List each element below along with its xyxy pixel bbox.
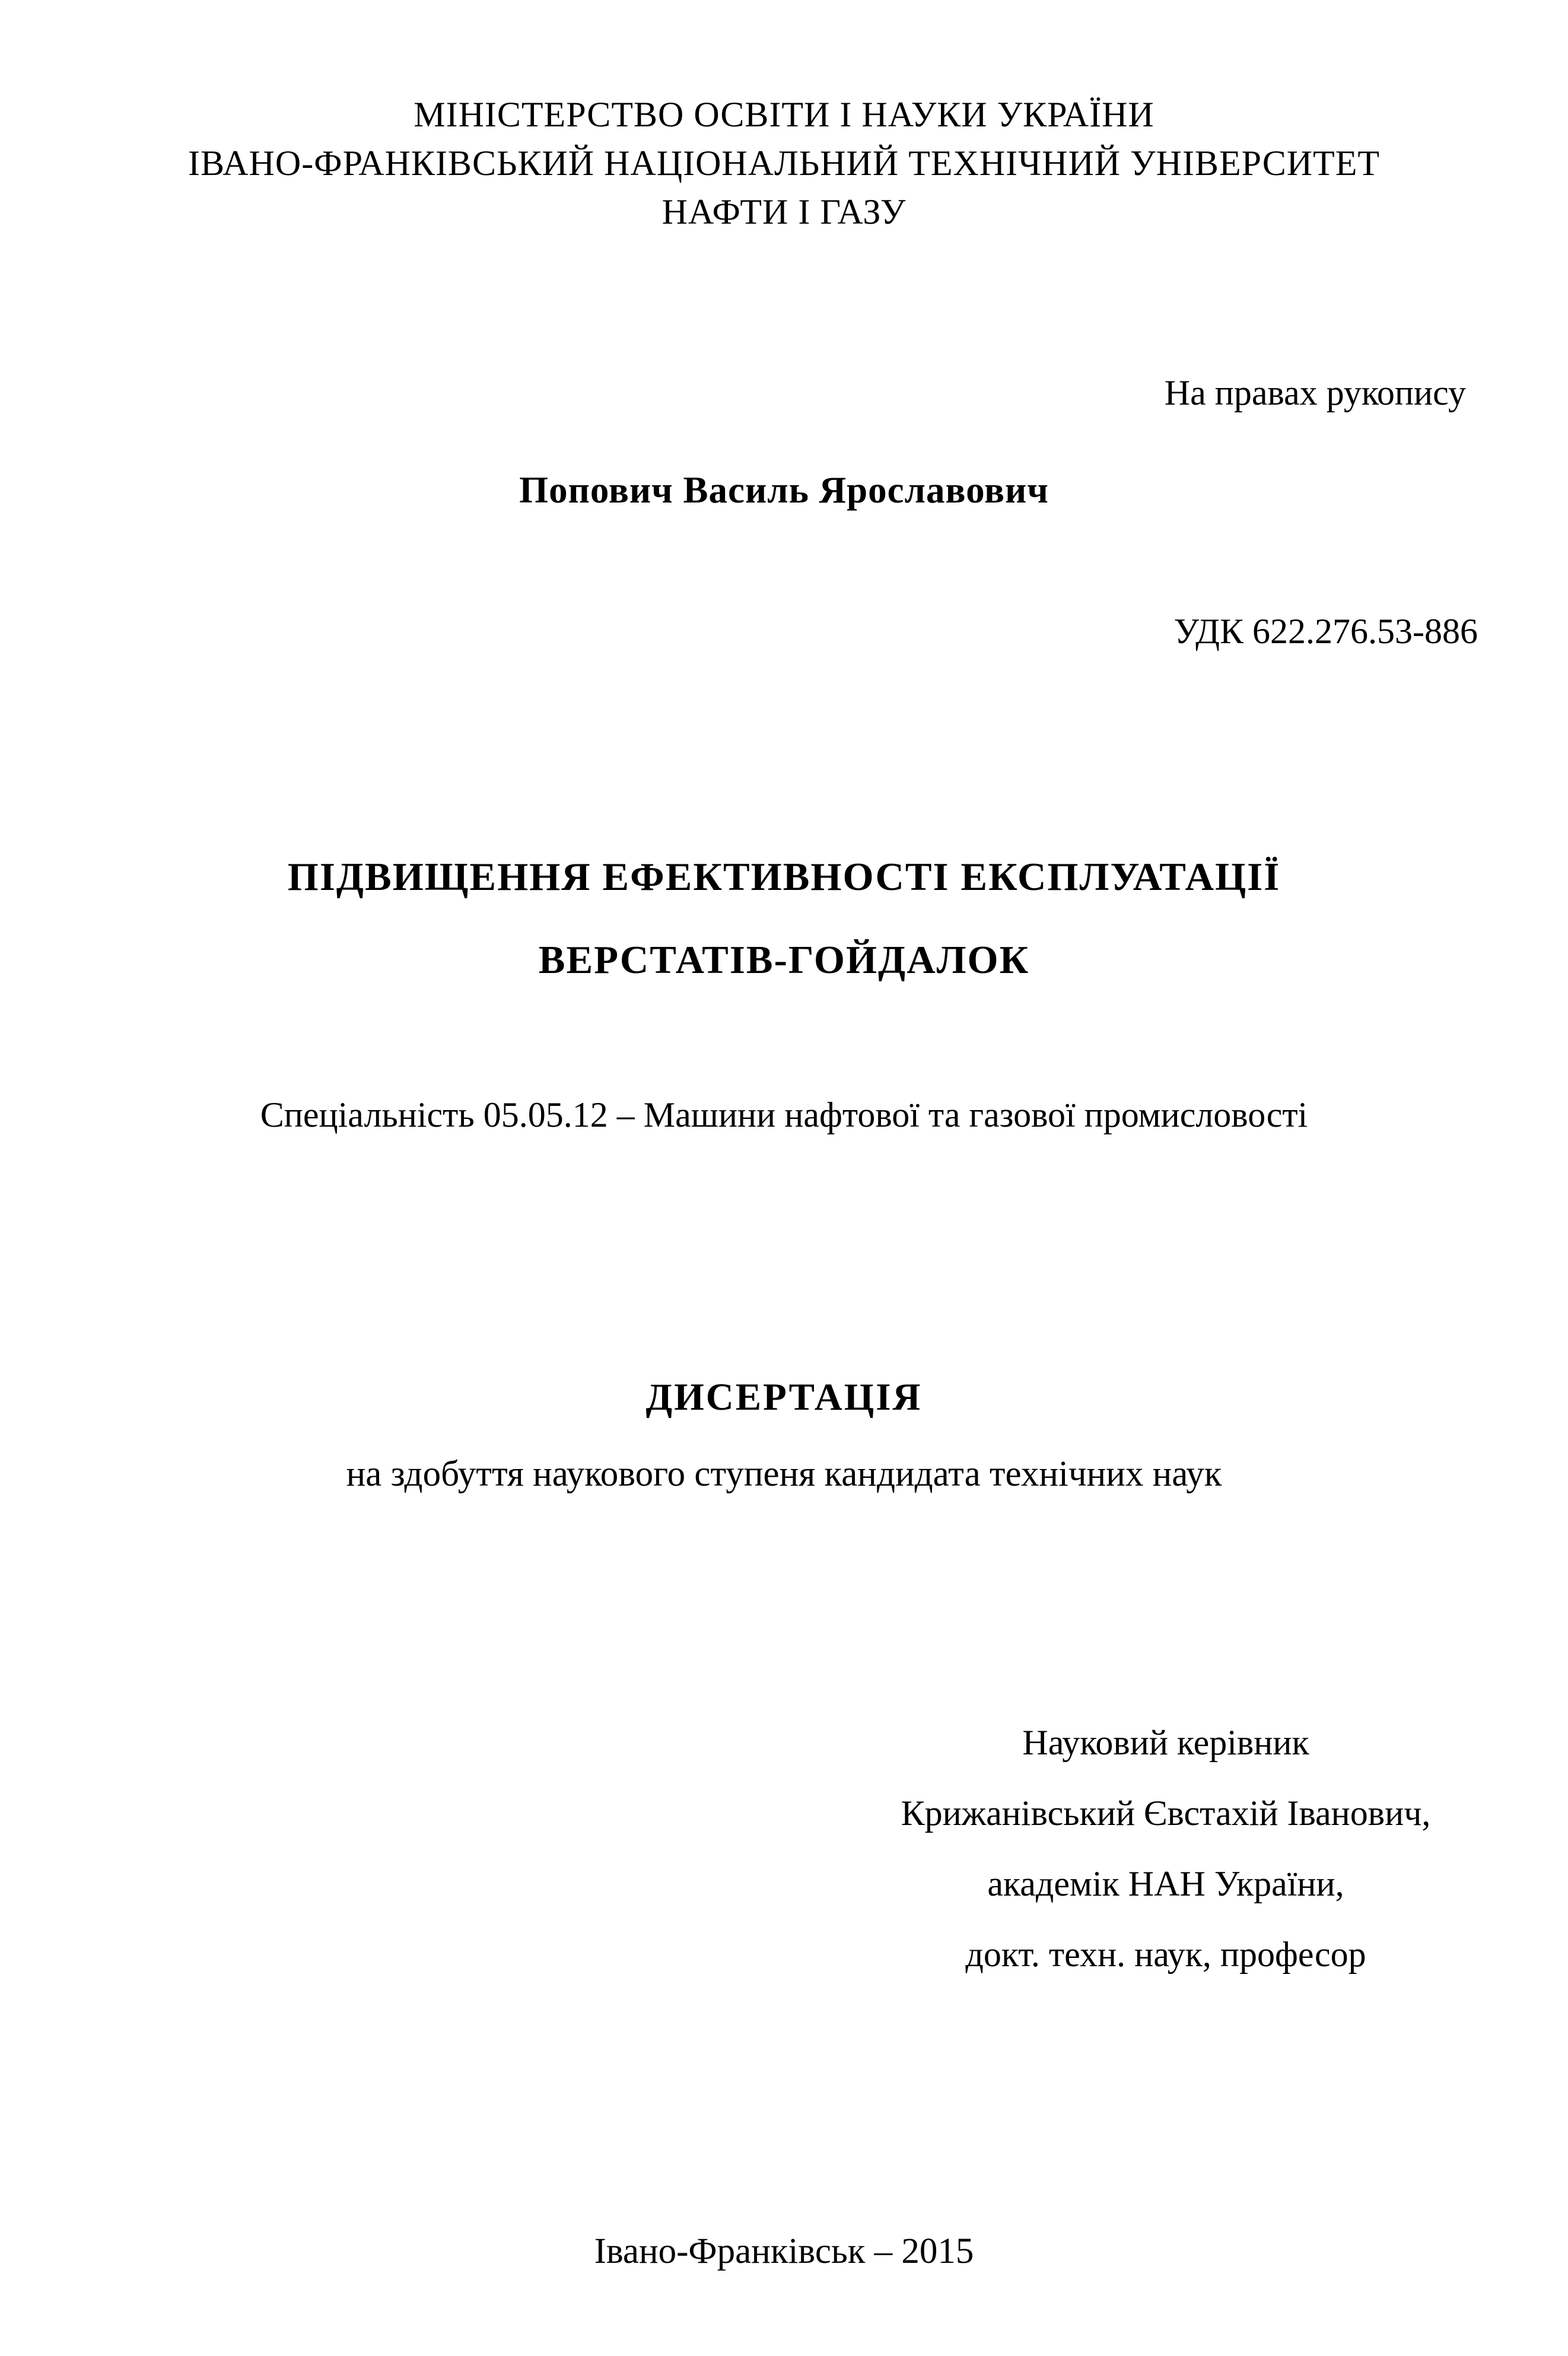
ministry-line: МІНІСТЕРСТВО ОСВІТИ І НАУКИ УКРАЇНИ xyxy=(414,95,1154,134)
ministry-header xyxy=(0,90,1568,236)
advisor-degree: докт. техн. наук, професор xyxy=(965,1935,1366,1974)
specialty-line: Спеціальність 05.05.12 – Машини нафтової та газової промисловості xyxy=(260,1095,1308,1134)
title-line-2: ВЕРСТАТІВ-ГОЙДАЛОК xyxy=(538,938,1030,982)
city-year: Івано-Франківськ – 2015 xyxy=(594,2231,974,2271)
advisor-rank: академік НАН України, xyxy=(987,1864,1344,1903)
advisor-label: Науковий керівник xyxy=(1022,1723,1309,1762)
udk-code: УДК 622.276.53-886 xyxy=(1173,612,1478,651)
university-line: ІВАНО-ФРАНКІВСЬКИЙ НАЦІОНАЛЬНИЙ ТЕХНІЧНИЙ УНІВЕРСИТЕТ xyxy=(187,144,1380,183)
university-line-continued: НАФТИ І ГАЗУ xyxy=(661,192,907,231)
document-type: ДИСЕРТАЦІЯ xyxy=(645,1376,923,1419)
author-name: Попович Василь Ярославович xyxy=(519,469,1049,511)
title-line-1: ПІДВИЩЕННЯ ЕФЕКТИВНОСТІ ЕКСПЛУАТАЦІЇ xyxy=(287,855,1281,899)
dissertation-title xyxy=(0,835,1568,1001)
degree-line: на здобуття наукового ступеня кандидата технічних наук xyxy=(346,1454,1222,1494)
advisor-block xyxy=(762,1708,1568,1990)
manuscript-note: На правах рукопису xyxy=(1164,373,1466,412)
advisor-name: Крижанівський Євстахій Іванович, xyxy=(901,1794,1431,1833)
